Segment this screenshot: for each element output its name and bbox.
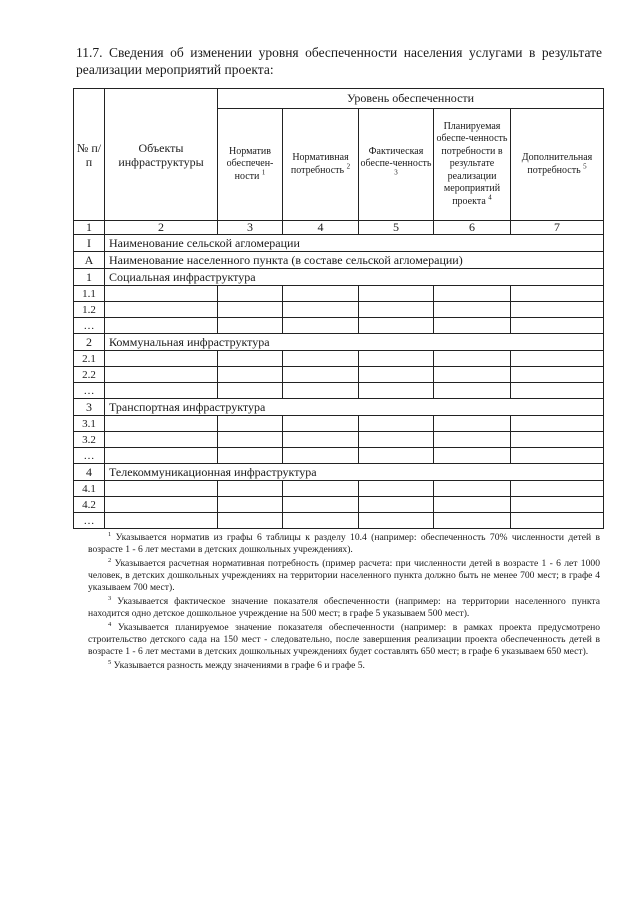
footnote xyxy=(88,596,600,620)
col4-sup: 2 xyxy=(346,162,351,171)
row-number: 3.2 xyxy=(74,432,105,448)
empty-cell xyxy=(105,318,218,334)
empty-cell xyxy=(511,481,604,497)
empty-cell xyxy=(511,497,604,513)
table-row xyxy=(74,367,604,383)
column-number: 3 xyxy=(218,221,283,235)
empty-cell xyxy=(434,416,511,432)
section-title: Наименование населенного пункта (в составе сельской агломерации) xyxy=(105,252,604,269)
empty-cell xyxy=(359,481,434,497)
section-title: Транспортная инфраструктура xyxy=(105,399,604,416)
empty-cell xyxy=(511,383,604,399)
empty-cell xyxy=(105,416,218,432)
section-row xyxy=(74,399,604,416)
level-group-header: Уровень обеспеченности xyxy=(218,89,604,109)
footnote xyxy=(88,622,600,658)
column-number: 4 xyxy=(283,221,359,235)
column-number: 7 xyxy=(511,221,604,235)
empty-cell xyxy=(218,497,283,513)
empty-cell xyxy=(511,416,604,432)
empty-cell xyxy=(511,351,604,367)
footnote-text: Указывается разность между значениями в графе 6 и графе 5. xyxy=(113,660,365,671)
table-row xyxy=(74,513,604,529)
empty-cell xyxy=(359,383,434,399)
empty-cell xyxy=(105,367,218,383)
column-number-row xyxy=(74,221,604,235)
col6-label: Планируемая обеспе-ченность потребности в результате реализации мероприятий проекта xyxy=(436,120,508,207)
section-title: Социальная инфраструктура xyxy=(105,269,604,286)
empty-cell xyxy=(283,513,359,529)
empty-cell xyxy=(511,513,604,529)
empty-cell xyxy=(359,367,434,383)
empty-cell xyxy=(283,318,359,334)
row-number: 1 xyxy=(74,269,105,286)
col5-header xyxy=(359,109,434,221)
column-number: 5 xyxy=(359,221,434,235)
row-number: 3 xyxy=(74,399,105,416)
empty-cell xyxy=(511,367,604,383)
col4-label: Нормативная потребность xyxy=(290,152,349,176)
row-number: 4 xyxy=(74,464,105,481)
footnote xyxy=(88,660,600,672)
row-number: … xyxy=(74,513,105,529)
section-title: Коммунальная инфраструктура xyxy=(105,334,604,351)
empty-cell xyxy=(283,448,359,464)
empty-cell xyxy=(105,513,218,529)
row-number: 3.1 xyxy=(74,416,105,432)
footnote-mark: 3 xyxy=(108,594,112,602)
col7-sup: 5 xyxy=(583,162,587,171)
empty-cell xyxy=(511,448,604,464)
row-number: 1.1 xyxy=(74,286,105,302)
section-row xyxy=(74,235,604,252)
row-number: … xyxy=(74,318,105,334)
table-row xyxy=(74,481,604,497)
empty-cell xyxy=(218,432,283,448)
col6-header xyxy=(434,109,511,221)
empty-cell xyxy=(434,367,511,383)
row-number: … xyxy=(74,383,105,399)
section-row xyxy=(74,269,604,286)
table-row xyxy=(74,302,604,318)
empty-cell xyxy=(359,497,434,513)
empty-cell xyxy=(511,302,604,318)
table-row xyxy=(74,318,604,334)
empty-cell xyxy=(359,318,434,334)
empty-cell xyxy=(434,481,511,497)
empty-cell xyxy=(511,286,604,302)
row-number: 2.2 xyxy=(74,367,105,383)
row-number: 1.2 xyxy=(74,302,105,318)
col7-header xyxy=(511,109,604,221)
empty-cell xyxy=(434,351,511,367)
col6-sup: 4 xyxy=(488,193,492,202)
footnote xyxy=(88,558,600,594)
col-objects-header: Объекты инфраструктуры xyxy=(105,89,218,221)
column-number: 1 xyxy=(74,221,105,235)
row-number: 2.1 xyxy=(74,351,105,367)
row-number: I xyxy=(74,235,105,252)
table-row xyxy=(74,448,604,464)
empty-cell xyxy=(105,383,218,399)
col3-header xyxy=(218,109,283,221)
empty-cell xyxy=(434,432,511,448)
empty-cell xyxy=(283,432,359,448)
table-row xyxy=(74,497,604,513)
col3-label: Норматив обеспечен-ности xyxy=(226,145,274,182)
section-row xyxy=(74,334,604,351)
footnote-mark: 1 xyxy=(108,530,112,538)
empty-cell xyxy=(218,416,283,432)
empty-cell xyxy=(283,286,359,302)
row-number: А xyxy=(74,252,105,269)
section-row xyxy=(74,464,604,481)
empty-cell xyxy=(511,318,604,334)
empty-cell xyxy=(105,286,218,302)
empty-cell xyxy=(218,318,283,334)
section-title: Телекоммуникационная инфраструктура xyxy=(105,464,604,481)
footnote-text: Указывается расчетная нормативная потребность (пример расчета: при численности детей в возрасте 1 - 6 лет 1000 человек, в детских дошкольных учреждениях на территории населенного пункта должно быть не менее 700 мест; в графе 4 указываем 700 мест). xyxy=(88,558,600,593)
empty-cell xyxy=(283,367,359,383)
empty-cell xyxy=(434,286,511,302)
empty-cell xyxy=(359,448,434,464)
empty-cell xyxy=(218,286,283,302)
column-number: 6 xyxy=(434,221,511,235)
empty-cell xyxy=(218,351,283,367)
footnote-mark: 5 xyxy=(108,658,112,666)
empty-cell xyxy=(105,302,218,318)
empty-cell xyxy=(218,448,283,464)
footnote-text: Указывается норматив из графы 6 таблицы к разделу 10.4 (например: обеспеченность 70% численности детей в возрасте 1 - 6 лет местами в детских дошкольных учреждениях). xyxy=(88,532,600,555)
empty-cell xyxy=(434,448,511,464)
empty-cell xyxy=(434,383,511,399)
empty-cell xyxy=(434,318,511,334)
footnote-mark: 2 xyxy=(108,556,112,564)
col4-header xyxy=(283,109,359,221)
empty-cell xyxy=(511,432,604,448)
provision-table xyxy=(73,88,604,529)
empty-cell xyxy=(105,497,218,513)
row-number: 2 xyxy=(74,334,105,351)
empty-cell xyxy=(359,286,434,302)
empty-cell xyxy=(283,383,359,399)
table-row xyxy=(74,416,604,432)
empty-cell xyxy=(283,497,359,513)
footnotes xyxy=(88,532,600,674)
footnote-text: Указывается планируемое значение показателя обеспеченности (например: в рамках проекта предусмотрено строительство детского сада на 150 мест - следовательно, после завершения реализации проекта обеспеченность детей в возрасте 1 - 6 лет местами в детских дошкольных учреждениях будет составлять 650 мест; в графе 6 указываем 650 мест). xyxy=(88,622,601,657)
empty-cell xyxy=(105,432,218,448)
empty-cell xyxy=(218,513,283,529)
empty-cell xyxy=(218,367,283,383)
footnote-text: Указывается фактическое значение показателя обеспеченности (например: на территории населенного пункта находится одно детское дошкольное учреждение на 500 мест; в графе 5 указываем 500 мест). xyxy=(88,596,600,619)
empty-cell xyxy=(218,383,283,399)
empty-cell xyxy=(359,351,434,367)
empty-cell xyxy=(105,351,218,367)
row-number: 4.1 xyxy=(74,481,105,497)
empty-cell xyxy=(218,481,283,497)
table-row xyxy=(74,351,604,367)
table-row xyxy=(74,383,604,399)
footnote xyxy=(88,532,600,556)
col5-sup: 3 xyxy=(394,168,398,177)
table-row xyxy=(74,432,604,448)
empty-cell xyxy=(359,513,434,529)
row-number: … xyxy=(74,448,105,464)
empty-cell xyxy=(283,416,359,432)
empty-cell xyxy=(434,497,511,513)
table-row xyxy=(74,286,604,302)
col7-label: Дополнительная потребность xyxy=(521,152,593,176)
empty-cell xyxy=(283,302,359,318)
section-title: Наименование сельской агломерации xyxy=(105,235,604,252)
col3-sup: 1 xyxy=(261,168,266,177)
section-heading: 11.7. Сведения об изменении уровня обеспеченности населения услугами в результате реализации мероприятий проекта: xyxy=(76,45,602,77)
empty-cell xyxy=(434,513,511,529)
section-row xyxy=(74,252,604,269)
empty-cell xyxy=(105,481,218,497)
empty-cell xyxy=(434,302,511,318)
empty-cell xyxy=(105,448,218,464)
empty-cell xyxy=(283,351,359,367)
row-number: 4.2 xyxy=(74,497,105,513)
footnote-mark: 4 xyxy=(108,620,112,628)
empty-cell xyxy=(359,416,434,432)
empty-cell xyxy=(359,432,434,448)
empty-cell xyxy=(359,302,434,318)
col5-label: Фактическая обеспе-ченность xyxy=(360,145,432,170)
column-number: 2 xyxy=(105,221,218,235)
empty-cell xyxy=(218,302,283,318)
empty-cell xyxy=(283,481,359,497)
col-no-header: № п/п xyxy=(74,89,105,221)
